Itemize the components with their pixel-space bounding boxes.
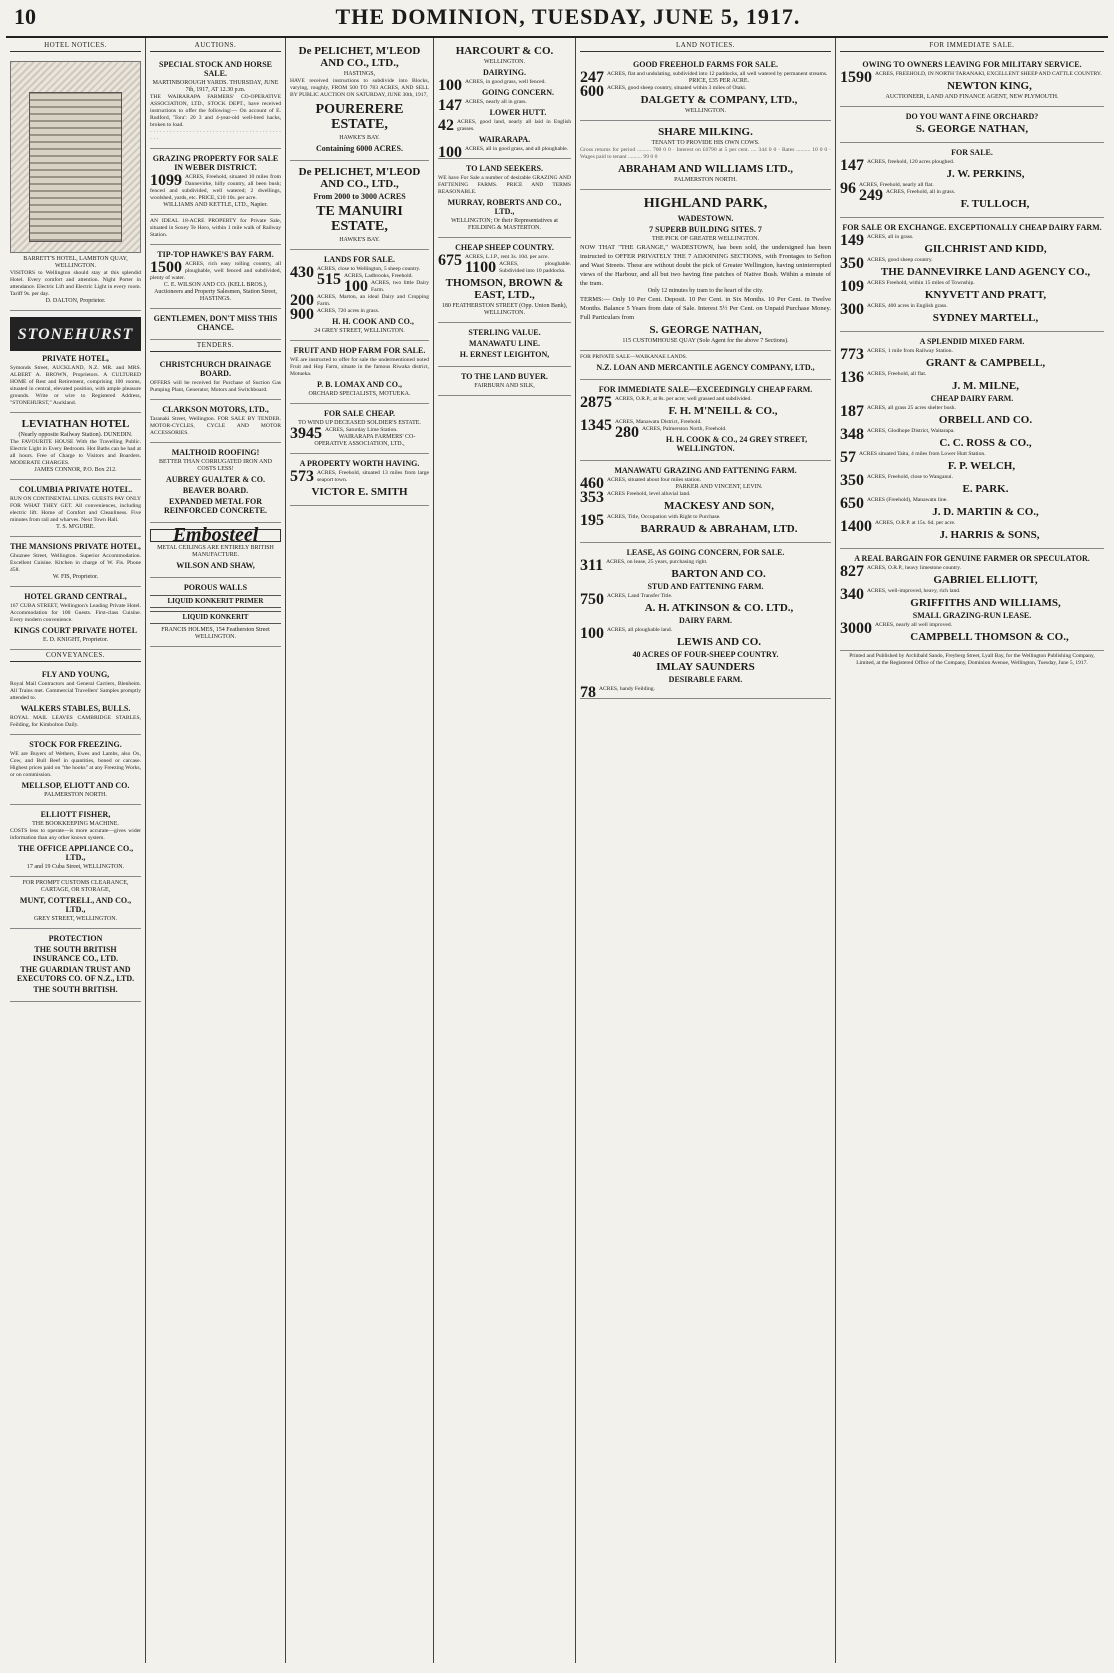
ad-address: 180 FEATHERSTON STREET (Opp. Union Bank), WELLINGTON. (441, 303, 568, 316)
ad-heading: WALKERS STABLES, BULLS. (20, 704, 131, 713)
ad-heading: THE MANSIONS PRIVATE HOTEL, (10, 542, 141, 551)
ad-subheading: MARTINBOROUGH YARDS. THURSDAY, JUNE 7th, 1917, AT 12.30 p.m. (152, 80, 279, 93)
ad-advertiser: MURRAY, ROBERTS AND CO., LTD., (447, 198, 562, 216)
acreage-figure: 100 (580, 625, 604, 642)
acreage-figure: 460 (580, 475, 604, 492)
ad-protection (10, 929, 141, 1002)
column-land-notices (434, 38, 576, 1663)
ad-address: ORCHARD SPECIALISTS, MOTUEKA. (308, 391, 411, 397)
embosteel-logo: Embosteel (150, 529, 281, 542)
section-heading: DAIRYING. (482, 68, 527, 77)
ad-address: GREY STREET, WELLINGTON. (33, 916, 118, 922)
column-header: FOR IMMEDIATE SALE. (840, 40, 1104, 52)
ad-advertiser: J. M. MILNE, (952, 380, 1019, 392)
ad-body: Containing 6000 ACRES. (316, 144, 403, 153)
ad-heading: BEAVER BOARD. (182, 486, 249, 495)
ad-horse-sale (150, 55, 281, 149)
acreage-figure: 100 (344, 278, 368, 295)
ad-te-manuiri (290, 161, 429, 250)
ad-advertiser: GRIFFITHS AND WILLIAMS, (910, 597, 1061, 609)
ad-advertiser: MACKESY AND SON, (664, 500, 774, 512)
ad-subheading: THE BOOKKEEPING MACHINE. (32, 821, 119, 827)
ad-barretts-hotel (10, 55, 141, 311)
ad-manawatu-grazing: MANAWATU GRAZING AND FATTENING FARM. 460 ACRES, situated about four miles station. PARKER AND VINCENT, LEVIN. 353 ACRES Freehold, level alluvial land. MACKESY AND SON, 195 ACRES, Title, Occupation with Right to Purchase. BARRAUD & ABRAHAM, LTD. (580, 461, 831, 543)
ad-body: RUN ON CONTINENTAL LINES. GUESTS PAY ONLY FOR WHAT THEY GET. All conveniences, including electric lift. Home of Comfort and Cleanliness. Five minutes from rail and wharves. Next Town Hall. (10, 496, 141, 523)
ad-heading: ELLIOTT FISHER, (40, 810, 111, 819)
ad-advertiser: GILCHRIST AND KIDD, (924, 243, 1047, 255)
ad-advertiser: VICTOR E. SMITH (311, 486, 408, 498)
ad-body: LIQUID KONKERIT PRIMER (150, 595, 281, 608)
ad-munt-cottrell (10, 877, 141, 929)
ad-body: Symonds Street, AUCKLAND, N.Z. MR. and MRS. ALBERT A. BROWN, Proprietors. A CULTURED HOME of Rest and Retirement, comprising 100 rooms, situated in central, elevated position, with ample pleasure grounds. Write or wire to Registered Address, "STONEHURST," Auckland. (10, 365, 141, 406)
ad-advertiser: E. PARK. (962, 483, 1009, 495)
ad-heading: DO YOU WANT A FINE ORCHARD? (905, 112, 1039, 121)
acreage-figure: 195 (580, 512, 604, 529)
ad-body: THE WAIRARAPA FARMERS' CO-OPERATIVE ASSOCIATION, LTD., STOCK DEPT., have received instructions to offer the following:— On account of E. Rudford, 'Tora': 20 3 and 4-year-old well-bred hacks, broken to load. (150, 94, 281, 128)
ad-advertiser: AUBREY GUALTER & CO. (166, 475, 265, 484)
ad-body: AN IDEAL 18-ACRE PROPERTY for Private Sale, situated in Soxey Te Horo, within 1 mile walk of Railway Station. (150, 218, 281, 238)
section-heading: GOING CONCERN. (481, 88, 554, 97)
ad-heading: OWING TO OWNERS LEAVING FOR MILITARY SERVICE. (862, 60, 1082, 69)
estate-name: TE MANUIRI ESTATE, (316, 204, 403, 234)
ad-heading: STOCK FOR FREEZING. (29, 740, 122, 749)
acreage-figure: 650 (840, 495, 864, 512)
ad-advertiser: NEWTON KING, (947, 80, 1032, 92)
acreage-figure: 200 (290, 292, 314, 309)
ad-advertiser: P. B. LOMAX AND CO., (316, 380, 403, 389)
section-heading: LOWER HUTT. (489, 108, 547, 117)
ad-subheading: BETTER THAN CORRUGATED IRON AND COSTS LESS! (159, 459, 272, 472)
ad-weber-grazing (150, 149, 281, 215)
ad-heading: A PROPERTY WORTH HAVING. (299, 459, 420, 468)
ad-body: 7 SUPERB BUILDING SITES. 7 (649, 225, 762, 234)
ad-heading: A SPLENDID MIXED FARM. (919, 337, 1025, 346)
ad-body: · · · · · · · · · · · · · · · · · · · · · · · · · · · · · · · · · · · · · · · · · · · (150, 129, 281, 142)
ad-lands-for-sale: LANDS FOR SALE. 430 ACRES, close to Wellington, 5 sheep country. 515 ACRES, Ladbrooks, Freehold. 100 ACRES, two little Dairy Farm. 200 ACRES, Marton, an ideal Dairy and Cropping Farm. 900 ACRES, 720 acres in grass. H. H. COOK AND CO., 24 GREY STREET, WELLINGTON. (290, 250, 429, 341)
ad-heading: CLARKSON MOTORS, LTD., (162, 405, 269, 414)
ad-body: ACRES, rich easy rolling country, all ploughable, well fenced and subdivided, plenty of water. (150, 261, 281, 281)
ad-te-horo (150, 215, 281, 245)
ad-heading: CHEAP DAIRY FARM. (930, 394, 1014, 403)
ad-body: THE GUARDIAN TRUST AND EXECUTORS CO. OF N.Z., LTD. (16, 965, 135, 983)
acreage-figure: 109 (840, 278, 864, 295)
ad-terms: TERMS:— Only 10 Per Cent. Deposit. 10 Per Cent. in Six Months. 10 Per Cent. in Twelve Months. Balance 5 Years from date of Sale. Interest 5½ Per Cent. on Unpaid Purchase Money. Full Particulars from (580, 296, 831, 321)
ad-heading: SHARE MILKING. (658, 126, 753, 138)
acreage-figure: 149 (840, 232, 864, 249)
ad-body: ACRES, Freehold, situated 10 miles from Dannevirke, hilly country, all been bush; fenced and subdivided, well watered; 2 dwellings, woolshed, yards, etc. PRICE, £10 10s. per acre. (150, 174, 281, 201)
ad-columbia (10, 480, 141, 537)
acreage-figure: 573 (290, 468, 314, 485)
ad-heading: 40 ACRES OF FOUR-SHEEP COUNTRY. (632, 650, 779, 659)
ad-advertiser: S. GEORGE NATHAN, (649, 324, 762, 336)
ad-heading: STUD AND FATTENING FARM. (647, 582, 764, 591)
ad-tiptop-farm (150, 245, 281, 309)
ad-proprietor: D. DALTON, Proprietor. (45, 298, 106, 304)
ad-subheading: TO WIND UP DECEASED SOLDIER'S ESTATE. (298, 420, 421, 426)
ad-heading: GRAZING PROPERTY FOR SALE IN WEBER DISTRICT. (152, 154, 279, 172)
ad-address: 115 CUSTOMHOUSE QUAY (Sole Agent for the above 7 Sections). (622, 338, 789, 344)
newspaper-title: THE DOMINION, TUESDAY, JUNE 5, 1917. (335, 4, 801, 29)
ad-drainage-board (150, 355, 281, 400)
ad-body: METAL CEILINGS ARE ENTIRELY BRITISH MANUFACTURE. (157, 545, 274, 558)
acreage-figure: 280 (615, 424, 639, 441)
ad-advertiser: GRANT & CAMPBELL, (925, 357, 1046, 369)
acreage-figure: 136 (840, 369, 864, 386)
printer-imprint: Printed and Published by Archibald Sando, Freyberg Street, Lyall Bay, for the Wellington Publishing Company, Limited, at the Registered Office of the Company, Dominion Avenue, Wellington, Tuesday, June 5, 1917. (849, 653, 1095, 666)
ad-heading: POROUS WALLS (183, 583, 248, 592)
ad-advertiser: J. D. MARTIN & CO., (932, 506, 1039, 518)
ad-sterling-value (438, 323, 571, 367)
ad-heading: EXPANDED METAL FOR REINFORCED CONCRETE. (163, 497, 268, 515)
ad-advertiser: THE OFFICE APPLIANCE CO., LTD., (17, 844, 134, 862)
ad-waikanae (580, 351, 831, 380)
ad-elliott-fisher (10, 805, 141, 877)
ad-address: WELLINGTON. (684, 108, 727, 114)
ad-body: WE are instructed to offer for sale the undermentioned noted Fruit and Hop Farm, situate in the famous Riwaka district, Motueka. (290, 357, 429, 377)
ad-advertiser: F. P. WELCH, (947, 460, 1016, 472)
masthead (6, 4, 1108, 38)
ad-share-milking (580, 121, 831, 190)
ad-body: ACRES, flat and undulating, subdivided into 12 paddocks, all well watered by permanent streams. (607, 71, 828, 77)
acreage-figure: 100 (438, 77, 462, 94)
ad-heading: CHEAP SHEEP COUNTRY. (455, 243, 554, 252)
ad-advertiser: FRANCIS HOLMES, 154 Featherston Street WELLINGTON. (161, 627, 270, 640)
ad-subheading: WELLINGTON. (483, 59, 526, 65)
ad-body: WE are Buyers of Wethers, Ewes and Lambs, also Ox, Cow, and Bull Beef in quantities, boned or carcase. Highest prices paid on "the hooks" at any Freezing Works, or on commission. (10, 751, 141, 778)
ad-subheading: THE PICK OF GREATER WELLINGTON. (652, 236, 759, 242)
ad-military-service: OWING TO OWNERS LEAVING FOR MILITARY SERVICE. 1590 ACRES, FREEHOLD, IN NORTH TARANAKI, EXCELLENT SHEEP AND CATTLE COUNTRY. NEWTON KING, AUCTIONEER, LAND AND FINANCE AGENT, NEW PLYMOUTH. (840, 55, 1104, 107)
ad-fruit-hop-farm (290, 341, 429, 404)
acreage-figure: 247 (580, 69, 604, 86)
section-header: TENDERS. (150, 340, 281, 352)
ad-heading: PRIVATE HOTEL, (42, 354, 109, 363)
acreage-figure: 350 (840, 255, 864, 272)
ad-body: 167 CUBA STREET, Wellington's Leading Private Hotel. Accommodation for 100 Guests. First-class Cuisine. Every modern convenience. (10, 603, 141, 623)
ad-heading: STERLING VALUE. (468, 328, 541, 337)
acreage-figure: 350 (840, 472, 864, 489)
ad-highland-park (580, 190, 831, 351)
section-heading: WAIRARAPA. (478, 135, 531, 144)
ad-advertiser: H. H. COOK & CO., 24 GREY STREET, WELLINGTON. (665, 435, 808, 453)
ad-body: HAVE received instructions to subdivide into Blocks, varying, roughly, FROM 500 TO 783 ACRES, AND SELL BY PUBLIC AUCTION ON SATURDAY, JUNE 30th, 1917, (290, 78, 429, 98)
ad-cheap-sheep: CHEAP SHEEP COUNTRY. 675 ACRES, L.I.P., rent 3s. 10d. per acre. 1100 ACRES, ploughable. Subdivided into 10 paddocks. THOMSON, BROWN & EAST, LTD., 180 FEATHERSTON STREET (Opp. Union Bank), WELLINGTON. (438, 238, 571, 323)
acreage-figure: 1590 (840, 69, 872, 86)
ad-heading: FLY AND YOUNG, (41, 670, 110, 679)
ad-advertiser: N.Z. LOAN AND MERCANTILE AGENCY COMPANY, LTD., (596, 363, 815, 372)
ad-clarkson-motors (150, 400, 281, 443)
ad-land-seekers (438, 159, 571, 238)
ad-harcourt: HARCOURT & CO. WELLINGTON. DAIRYING. 100 ACRES, in good grass, well fenced. GOING CONCERN. 147 ACRES, nearly all in grass. LOWER HUTT. 42 ACRES, good land, nearly all laid in English grasses. WAIRARAPA. 100 ACRES, all in good grass, and all ploughable. (438, 40, 571, 159)
ad-advertiser: J. W. PERKINS, (946, 168, 1025, 180)
ad-heading: De PELICHET, M'LEOD AND CO., LTD., (298, 45, 421, 69)
ad-advertiser: WAIRARAPA FARMERS' CO-OPERATIVE ASSOCIATION, LTD., (314, 434, 416, 447)
acreage-figure: 353 (580, 489, 604, 506)
ad-heading: SPECIAL STOCK AND HORSE SALE. (159, 60, 272, 78)
acreage-figure: 42 (438, 117, 454, 134)
ad-body: Royal Mail Contractors and General Carriers, Blenheim. All Trains met. Commercial Travellers' Samples promptly attended to. (10, 681, 141, 701)
ad-address: 17 and 19 Cuba Street, WELLINGTON. (26, 864, 125, 870)
ad-body: FOR PROMPT CUSTOMS CLEARANCE, CARTAGE, OR STORAGE, (22, 880, 129, 893)
ad-stonehurst (10, 311, 141, 413)
ad-fly-and-young (10, 665, 141, 735)
ad-leviathan (10, 413, 141, 480)
ad-advertiser: F. H. M'NEILL & CO., (668, 405, 778, 417)
ad-heading: TIP-TOP HAWKE'S BAY FARM. (157, 250, 274, 259)
ad-heading: DESIRABLE FARM. (668, 675, 743, 684)
ad-levin-farms: FOR SALE. 147 ACRES, freehold, 120 acres ploughed. J. W. PERKINS, 96 ACRES, Freehold, nearly all flat. 249 ACRES, Freehold, all in grass. F. TULLOCH, (840, 143, 1104, 218)
ad-fine-orchard (840, 107, 1104, 143)
ad-cheap-farm: FOR IMMEDIATE SALE—EXCEEDINGLY CHEAP FARM. 2875 ACRES, O.R.P., at 8s. per acre; well grassed and subdivided. F. H. M'NEILL & CO., 1345 ACRES, Manawatu District, Freehold. 280 ACRES, Palmerston North, Freehold. H. H. COOK & CO., 24 GREY STREET, WELLINGTON. (580, 380, 831, 461)
ad-advertiser: THOMSON, BROWN & EAST, LTD., (445, 277, 564, 301)
ad-advertiser: PARKER AND VINCENT, LEVIN. (675, 484, 763, 490)
ad-heading: MALTHOID ROOFING! (171, 448, 260, 457)
ad-advertiser: C. C. ROSS & CO., (939, 437, 1032, 449)
ad-body: ROYAL MAIL LEAVES CAMBRIDGE STABLES, Feilding, for Kimbolton Daily. (10, 715, 141, 728)
ad-advertiser: H. ERNEST LEIGHTON, (459, 350, 550, 359)
ad-advertiser: SYDNEY MARTELL, (932, 312, 1039, 324)
ad-heading: MUNT, COTTRELL, AND CO., LTD., (19, 896, 132, 914)
ad-body: OFFERS will be received for Purchase of Suction Gas Pumping Plant, Generator, Motors and Switchboard. (150, 380, 281, 393)
acreage-figure: 1099 (150, 172, 182, 189)
ad-heading: LEVIATHAN HOTEL (21, 418, 130, 430)
column-auctions-2 (286, 38, 434, 1663)
ad-heading: TO THE LAND BUYER. (461, 372, 548, 381)
acreage-figure: 348 (840, 426, 864, 443)
ad-advertiser: THE DANNEVIRKE LAND AGENCY CO., (880, 266, 1091, 278)
column-immediate-sale (836, 38, 1108, 1663)
ad-land-buyer (438, 367, 571, 396)
ad-advertiser: C. E. WILSON AND CO. (KELL BROS.), Auctioneers and Property Salesmen, Station Street, HASTINGS. (154, 282, 277, 302)
ad-subheading: HAWKE'S BAY. (339, 135, 380, 141)
acreage-figure: 1345 (580, 417, 612, 434)
column-header: HOTEL NOTICES. (10, 40, 141, 52)
acreage-figure: 750 (580, 591, 604, 608)
ad-heading: DAIRY FARM. (678, 616, 733, 625)
column-header: AUCTIONS. (150, 40, 281, 52)
ad-proprietor: W. FIS, Proprietor. (52, 574, 99, 580)
ad-heading: FOR SALE OR EXCHANGE. EXCEPTIONALLY CHEAP DAIRY FARM. (842, 223, 1102, 232)
ad-heading: A REAL BARGAIN FOR GENUINE FARMER OR SPECULATOR. (854, 554, 1090, 563)
ad-heading: CHRISTCHURCH DRAINAGE BOARD. (159, 360, 272, 378)
ad-subheading: HAWKE'S BAY. (339, 237, 380, 243)
hotel-illustration (10, 61, 141, 253)
ad-malthoid (150, 443, 281, 523)
column-auctions (146, 38, 286, 1663)
ad-body: WE have For Sale a number of desirable GRAZING AND FATTENING FARMS. PRICE AND TERMS REASONABLE. (438, 175, 571, 195)
acreage-figure: 300 (840, 301, 864, 318)
ad-heading: De PELICHET, M'LEOD AND CO., LTD., (298, 166, 421, 190)
ad-advertiser: S. GEORGE NATHAN, (915, 123, 1029, 135)
ad-body: VISITORS to Wellington should stay at this splendid Hotel. Every comfort and attention. Night Porter in attendance. Electric Lift and Electric Light in every room. Tariff 9s. per day. (10, 270, 141, 297)
ad-heading: FOR IMMEDIATE SALE—EXCEEDINGLY CHEAP FARM. (598, 385, 813, 394)
acreage-figure: 3945 (290, 425, 322, 442)
ad-pourerere (290, 40, 429, 161)
ad-advertiser: WILLIAMS AND KETTLE, LTD., Napier. (163, 202, 268, 208)
acreage-figure: 147 (840, 157, 864, 174)
ad-caption: BARRETT'S HOTEL, LAMBTON QUAY, WELLINGTON. (23, 256, 128, 269)
acreage-figure: 57 (840, 449, 856, 466)
ad-heading: MANAWATU GRAZING AND FATTENING FARM. (614, 466, 797, 475)
ad-stock-freezing (10, 735, 141, 805)
acreage-figure: 96 (840, 180, 856, 197)
ad-body: Only 12 minutes by tram to the heart of the city. (647, 288, 764, 294)
ad-heading: LEASE, AS GOING CONCERN, FOR SALE. (626, 548, 785, 557)
acreage-figure: 1500 (150, 259, 182, 276)
ad-heading: GENTLEMEN, DON'T MISS THIS CHANCE. (153, 314, 278, 332)
ad-heading: KINGS COURT PRIVATE HOTEL (13, 626, 138, 635)
acreage-figure: 675 (438, 252, 462, 269)
ad-advertiser: KNYVETT AND PRATT, (924, 289, 1047, 301)
acreage-figure: 1400 (840, 518, 872, 535)
ad-grand-central (10, 587, 141, 650)
ad-heading: TO LAND SEEKERS. (466, 164, 543, 173)
section-heading: MANAWATU LINE. (469, 339, 540, 348)
ad-body: COSTS less to operate—is more accurate—gives wider information than any other known system. (10, 828, 141, 841)
ad-soldier-estate: FOR SALE CHEAP. TO WIND UP DECEASED SOLDIER'S ESTATE. 3945 ACRES, Saturday Lime Station. WAIRARAPA FARMERS' CO-OPERATIVE ASSOCIATION, LTD., (290, 404, 429, 454)
ad-advertiser: ORBELL AND CO. (938, 414, 1033, 426)
ad-heading: COLUMBIA PRIVATE HOTEL. (18, 485, 133, 494)
ad-advertiser: DALGETY & COMPANY, LTD., (640, 94, 798, 106)
acreage-figure: 773 (840, 346, 864, 363)
ad-body: Taranaki Street, Wellington. FOR SALE BY TENDER. MOTOR-CYCLES, CYCLE AND MOTOR ACCESSORIES. (150, 416, 281, 436)
ad-heading: LANDS FOR SALE. (324, 255, 395, 264)
ad-genuine-bargain: A REAL BARGAIN FOR GENUINE FARMER OR SPECULATOR. 827 ACRES, O.R.P., heavy limestone country. GABRIEL ELLIOTT, 340 ACRES, well-improved, heavy, rich land. GRIFFITHS AND WILLIAMS, SMALL GRAZING-RUN LEASE. 3000 ACRES, nearly all well improved. CAMPBELL THOMSON & CO., (840, 549, 1104, 651)
stonehurst-logo: STONEHURST (10, 317, 141, 351)
ad-subheading: TENANT TO PROVIDE HIS OWN COWS. (651, 140, 760, 146)
ad-advertiser: IMLAY SAUNDERS (656, 661, 755, 673)
ad-heading: FOR SALE. (951, 148, 993, 157)
ad-heading: PROTECTION (48, 934, 103, 943)
ad-advertiser: LEWIS AND CO. (676, 636, 762, 648)
ad-advertiser: FAIRBURN AND SILK, (474, 383, 535, 389)
ad-advertiser: WILSON AND SHAW, (176, 561, 255, 570)
ad-proprietor: E. D. KNIGHT, Proprietor. (42, 637, 109, 643)
ad-heading: HARCOURT & CO. (455, 45, 554, 57)
ad-advertiser: CAMPBELL THOMSON & CO., (910, 631, 1069, 643)
ad-proprietor: JAMES CONNOR, P.O. Box 212. (34, 467, 117, 473)
ad-heading: FOR SALE CHEAP. (323, 409, 396, 418)
ad-heading: FOR PRIVATE SALE—WAIKANAE LANDS. (580, 354, 688, 360)
ad-subheading: PALMERSTON NORTH. (44, 792, 107, 798)
estate-name: POURERERE ESTATE, (315, 102, 404, 132)
acreage-figure: 3000 (840, 620, 872, 637)
acreage-figure: 147 (438, 97, 462, 114)
ad-mansions (10, 537, 141, 587)
ad-advertiser: GABRIEL ELLIOTT, (933, 574, 1038, 586)
ad-advertiser: BARRAUD & ABRAHAM, LTD. (640, 523, 798, 535)
ad-advertiser: A. H. ATKINSON & CO. LTD., (644, 602, 794, 614)
price: PRICE, £35 PER ACRE. (688, 78, 750, 84)
ad-subheading: HASTINGS, (343, 71, 376, 77)
acreage-figure: 249 (859, 187, 883, 204)
ad-proprietor: T. S. M'GUIRE. (56, 524, 95, 530)
ad-subheading: (Nearly opposite Railway Station). DUNEDIN. (18, 432, 133, 438)
acreage-figure: 600 (580, 83, 604, 100)
ad-good-freehold: GOOD FREEHOLD FARMS FOR SALE. 247 ACRES, flat and undulating, subdivided into 12 paddocks, all well watered by permanent streams. PRICE, £35 PER ACRE. 600 ACRES, good sheep country, situated within 3 miles of Otaki. DALGETY & COMPANY, LTD., WELLINGTON. (580, 55, 831, 121)
ad-body: Ghuznee Street, Wellington. Superior Accommodation. Excellent Cuisine. Kitchen in charge of W. Fis. Phone 458. (10, 553, 141, 573)
ad-body: THE SOUTH BRITISH INSURANCE CO., LTD. (32, 945, 119, 963)
ad-heading: FRUIT AND HOP FARM FOR SALE. (293, 346, 426, 355)
acreage-figure: 515 (317, 271, 341, 288)
ad-advertiser: MELLSOP, ELIOTT AND CO. (21, 781, 130, 790)
ad-advertiser: ABRAHAM AND WILLIAMS LTD., (617, 163, 794, 175)
ad-exchange-dairy: FOR SALE OR EXCHANGE. EXCEPTIONALLY CHEAP DAIRY FARM. 149 ACRES, all in grass. GILCHRIST AND KIDD, 350 ACRES, good sheep country. THE DANNEVIRKE LAND AGENCY CO., 109 ACRES Freehold, within 15 miles of Township. KNYVETT AND PRATT, 300 ACRES, 400 acres in English grass. SYDNEY MARTELL, (840, 218, 1104, 332)
ad-body: From 2000 to 3000 ACRES (313, 192, 406, 201)
acreage-figure: 78 (580, 684, 596, 701)
acreage-figure: 340 (840, 586, 864, 603)
ad-porous-walls (150, 578, 281, 647)
ad-advertiser: THE SOUTH BRITISH. (33, 985, 118, 994)
ad-address: WELLINGTON; Or their Representatives at FEILDING & MASTERTON. (451, 218, 558, 231)
ad-address: AUCTIONEER, LAND AND FINANCE AGENT, NEW PLYMOUTH. (885, 94, 1059, 100)
acreage-figure: 900 (290, 306, 314, 323)
ad-heading: HIGHLAND PARK, (643, 196, 768, 211)
ad-heading: SMALL GRAZING-RUN LEASE. (912, 611, 1032, 620)
ad-mixed-farm: A SPLENDID MIXED FARM. 773 ACRES, 1 mile from Railway Station. GRANT & CAMPBELL, 136 ACRES, Freehold, all flat. J. M. MILNE, CHEAP DAIRY FARM. 187 ACRES, all grass 25 acres shelter bush. ORBELL AND CO. 348 ACRES, Glodhope District, Waitarapa. C. C. ROSS & CO., 57 ACRES situated Taita, 4 miles from Lower Hutt Station. F. P. WELCH, 350 ACRES, Freehold, close to Wanganui. E. PARK. 650 ACRES (Freehold), Manawatu line. J. D. MARTIN & CO., 1400 ACRES, O.R.P. at 15s. 6d. per acre. J. HARRIS & SONS, (840, 332, 1104, 549)
ad-embosteel (150, 523, 281, 578)
ad-body: NOW THAT "THE GRANGE," WADESTOWN, has been sold, the undersigned has been instructed to OFFER PRIVATELY THE 7 ADJOINING SECTIONS, with Frontages to Sefton and Wast Streets. These are without doubt the pick of Greater Wellington, having uninterrupted views of the Harbour, and all but two having fine patches of Native Bush. Within a minute of the tram. (580, 244, 831, 287)
acreage-figure: 187 (840, 403, 864, 420)
ad-address: PALMERSTON NORTH. (674, 177, 737, 183)
ad-heading: GOOD FREEHOLD FARMS FOR SALE. (633, 60, 778, 69)
ad-body: The FAVOURITE HOUSE With the Travelling Public. Electric Light in Every Bedroom. Hot Baths can be had at all hours. Free of Charge to Visitors and Boarders. MODERATE CHARGES. (10, 439, 141, 466)
acreage-figure: 430 (290, 264, 314, 281)
column-hotel-notices (6, 38, 146, 1663)
ad-dont-miss (150, 309, 281, 340)
ad-advertiser: F. TULLOCH, (960, 198, 1030, 210)
acreage-figure: 2875 (580, 394, 612, 411)
ad-subheading: WADESTOWN. (677, 214, 734, 223)
page-number: 10 (14, 4, 36, 29)
ad-advertiser: BARTON AND CO. (671, 568, 766, 580)
ad-body: LIQUID KONKERIT (150, 611, 281, 624)
ad-heading: HOTEL GRAND CENTRAL, (24, 592, 127, 601)
acreage-figure: 827 (840, 563, 864, 580)
ad-address: 24 GREY STREET, WELLINGTON. (314, 328, 405, 334)
acreage-figure: 100 (438, 144, 462, 161)
acreage-figure: 311 (580, 557, 604, 574)
section-header: CONVEYANCES. (10, 650, 141, 662)
ad-lease-going-concern: LEASE, AS GOING CONCERN, FOR SALE. 311 ACRES, on lease, 25 years, purchasing right. BARTON AND CO. STUD AND FATTENING FARM. 750 ACRES, Land Transfer Title. A. H. ATKINSON & CO. LTD., DAIRY FARM. 100 ACRES, all ploughable land. LEWIS AND CO. 40 ACRES OF FOUR-SHEEP COUNTRY. IMLAY SAUNDERS DESIRABLE FARM. 78 ACRES, handy Feilding. (580, 543, 831, 699)
ad-property-worth-having: A PROPERTY WORTH HAVING. 573 ACRES, Freehold, situated 13 miles from large seaport town. VICTOR E. SMITH (290, 454, 429, 506)
ad-advertiser: J. HARRIS & SONS, (939, 529, 1040, 541)
acreage-figure: 1100 (465, 259, 497, 276)
column-header: LAND NOTICES. (580, 40, 831, 52)
column-land-notices-2 (576, 38, 836, 1663)
ad-body: Gross returns for period .......... 700 0 0 · Interest on £6790 at 5 per cent. .... 344 0 0 · Rates .......... 10 0 0 · Wages paid to tenant .......... 99 0 0 (580, 147, 831, 160)
ad-advertiser: H. H. COOK AND CO., (332, 317, 414, 326)
